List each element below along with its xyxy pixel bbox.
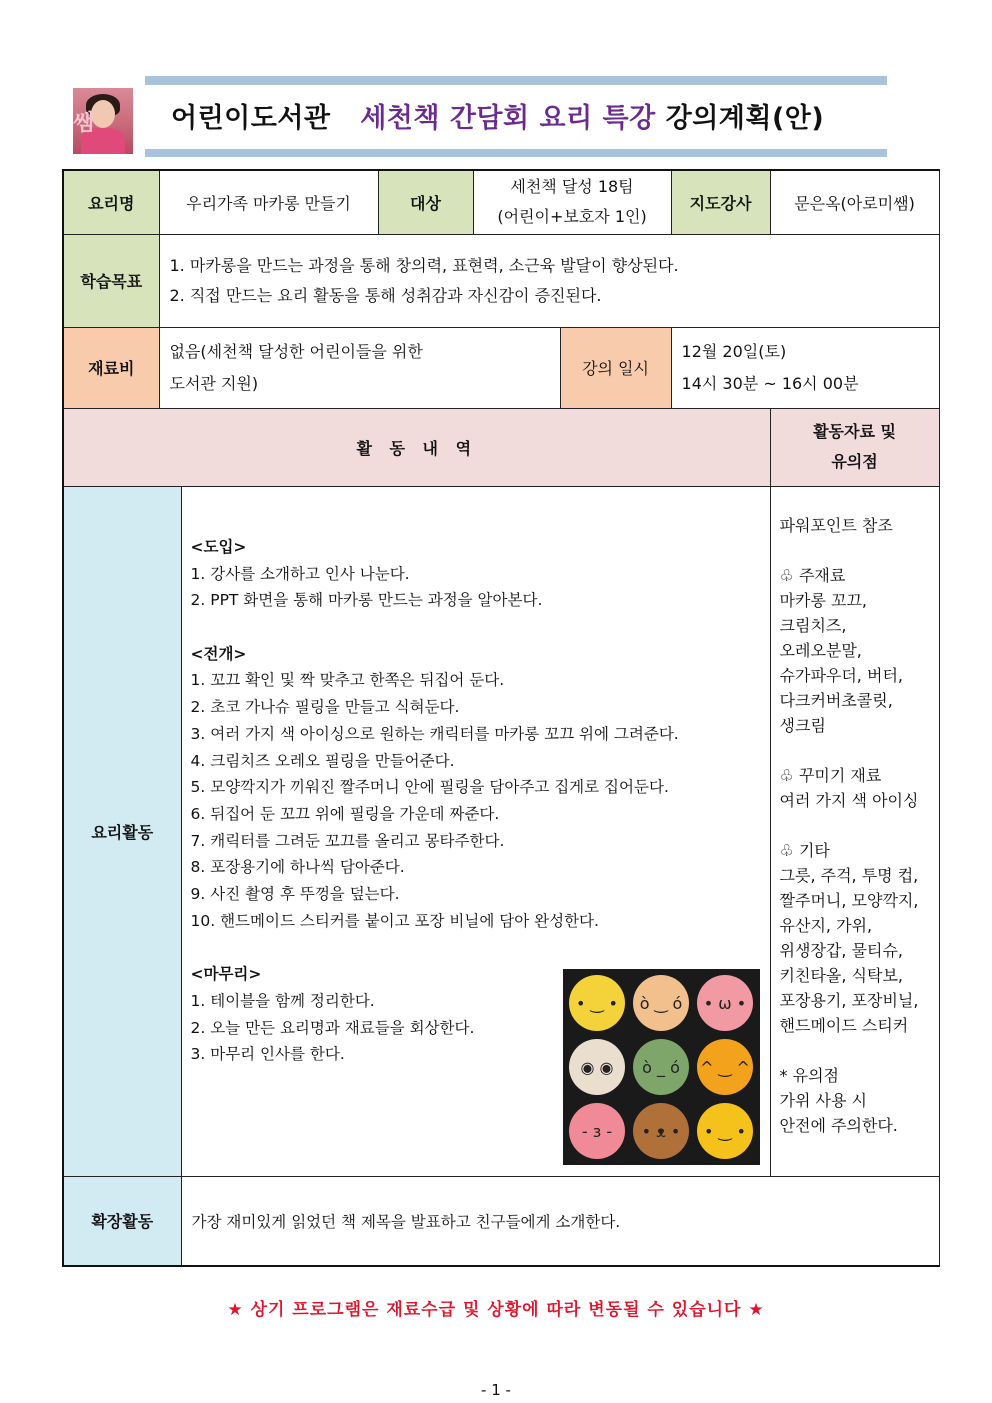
intro-step: 2. PPT 화면을 통해 마카롱 만드는 과정을 알아본다. [190, 591, 543, 610]
lecture-date: 12월 20일(토) 14시 30분 ~ 16시 00분 [671, 327, 939, 408]
label-target: 대상 [378, 170, 473, 234]
dev-step: 1. 꼬끄 확인 및 짝 맞추고 한쪽은 뒤집어 둔다. [190, 671, 505, 690]
macaron-frog: ò _ ó [633, 1039, 689, 1095]
header-bar-bottom [145, 149, 887, 157]
material-fee: 없음(세천책 달성한 어린이들을 위한 도서관 지원) [159, 327, 560, 408]
dev-step: 2. 초코 가나슈 필링을 만들고 식혀둔다. [190, 698, 460, 717]
macaron-skull: ◉ ◉ [569, 1039, 625, 1095]
dev-step: 5. 모양깍지가 끼워진 짤주머니 안에 필링을 담아주고 집게로 집어둔다. [190, 778, 669, 797]
label-material-fee: 재료비 [63, 327, 159, 408]
photo-text: 쌤 [73, 111, 95, 136]
label-instructor: 지도강사 [671, 170, 770, 234]
macaron-bear: • ᴥ • [633, 1103, 689, 1159]
target: 세천책 달성 18팀 (어린이+보호자 1인) [473, 170, 671, 234]
materials-notes: 파워포인트 참조 ♧ 주재료 마카롱 꼬끄, 크림치즈, 오레오분말, 슈가파우더, 버터, 다크커버초콜릿, 생크림 ♧ 꾸미기 재료 여러 가지 색 아이싱 ♧ 기타 그릇, 주걱, 투명 컵, 짤주머니, 모양깍지, 유산지, 가위, 위생장갑, 물티슈, 키친타올, 식탁보, 포장용기, 포장비닐, 핸드메이드 스티커 * 유의점 가위 사용 시 안전에 주의한다. [770, 486, 939, 1176]
label-lecture-date: 강의 일시 [560, 327, 671, 408]
closing-step: 3. 마무리 인사를 한다. [190, 1045, 345, 1064]
dev-step: 4. 크림치즈 오레오 필링을 만들어준다. [190, 751, 455, 770]
intro-step: 1. 강사를 소개하고 인사 나눈다. [190, 564, 410, 583]
header-bar-top [145, 76, 887, 85]
page-title: 어린이도서관 세천책 간담회 요리 특강 강의계획(안) [171, 103, 825, 134]
label-dish-name: 요리명 [63, 170, 159, 234]
macaron-kiss: - з - [569, 1103, 625, 1159]
extension-activity: 가장 재미있게 읽었던 책 제목을 발표하고 친구들에게 소개한다. [181, 1176, 939, 1266]
dev-step: 9. 사진 촬영 후 뚜껑을 덮는다. [190, 885, 400, 904]
page-number: - 1 - [481, 1381, 511, 1399]
label-cooking-activity: 요리활동 [63, 486, 181, 1176]
instructor-photo [73, 88, 133, 154]
lesson-plan-table [62, 169, 940, 1267]
dish-name: 우리가족 마카롱 만들기 [159, 170, 378, 234]
macaron-pig: • ω • [697, 975, 753, 1031]
macaron-pikachu: • ‿ • [569, 975, 625, 1031]
macaron-smile: ^ ‿ ^ [697, 1039, 753, 1095]
materials-header: 활동자료 및 유의점 [770, 408, 939, 486]
closing-step: 1. 테이블을 함께 정리한다. [190, 991, 375, 1010]
development-heading: <전개> [190, 644, 247, 663]
instructor: 문은옥(아로미쌤) [770, 170, 939, 234]
dev-step: 6. 뒤집어 둔 꼬끄 위에 필링을 가운데 짜준다. [190, 805, 500, 823]
footer-note: ★ 상기 프로그램은 재료수급 및 상황에 따라 변동될 수 있습니다 ★ [227, 1300, 765, 1320]
closing-heading: <마무리> [190, 965, 262, 984]
label-learning-goals: 학습목표 [63, 234, 159, 327]
dev-step: 10. 핸드메이드 스티커를 붙이고 포장 비닐에 담아 완성한다. [190, 911, 599, 930]
closing-step: 2. 오늘 만든 요리명과 재료들을 회상한다. [190, 1018, 475, 1037]
dev-step: 3. 여러 가지 색 아이싱으로 원하는 캐릭터를 마카롱 꼬끄 위에 그려준다. [190, 724, 679, 743]
macaron-happy: • ‿ • [697, 1103, 753, 1159]
macaron-photo [563, 969, 760, 1165]
dev-step: 8. 포장용기에 하나씩 담아준다. [190, 858, 405, 877]
intro-heading: <도입> [190, 537, 247, 556]
learning-goals: 1. 마카롱을 만드는 과정을 통해 창의력, 표현력, 소근육 발달이 향상된다. 2. 직접 만드는 요리 활동을 통해 성취감과 자신감이 증진된다. [159, 234, 939, 327]
activities-header: 활 동 내 역 [63, 408, 770, 486]
macaron-boy: ò ‿ ó [633, 975, 689, 1031]
label-extension-activity: 확장활동 [63, 1176, 181, 1266]
dev-step: 7. 캐릭터를 그려둔 꼬끄를 올리고 몽타주한다. [190, 831, 505, 850]
